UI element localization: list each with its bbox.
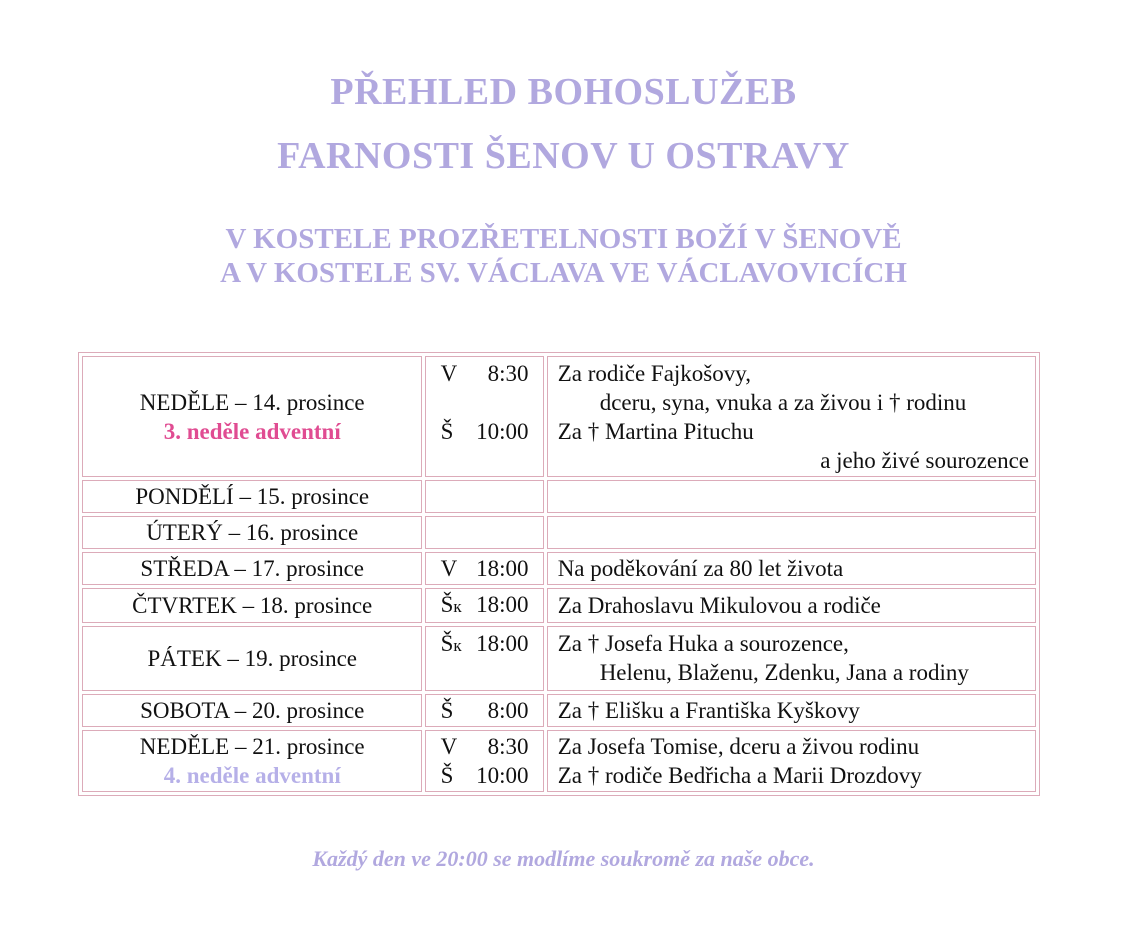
mass-schedule-table — [78, 352, 1040, 796]
day-cell — [82, 626, 422, 691]
place-code-small: к — [453, 597, 462, 616]
schedule-row — [82, 588, 1036, 623]
intention-cell — [547, 552, 1036, 585]
time-cell — [425, 516, 543, 549]
time-entry — [441, 732, 529, 761]
intention-cell — [547, 516, 1036, 549]
time-value: 18:00 — [476, 631, 529, 656]
time-value: 10:00 — [476, 763, 529, 788]
time-value: 10:00 — [476, 419, 529, 444]
day-label: NEDĚLE – 14. prosince — [139, 389, 365, 415]
day-label: SOBOTA – 20. prosince — [140, 698, 365, 723]
schedule-row — [82, 730, 1036, 792]
day-cell — [82, 480, 422, 513]
page-subtitle — [0, 222, 1127, 290]
time-value: 8:30 — [487, 734, 529, 759]
day-cell — [82, 730, 422, 792]
intention-cell — [547, 480, 1036, 513]
intention-line: Za † rodiče Bedřicha a Marii Drozdovy — [557, 763, 922, 788]
intention-line: Za Josefa Tomise, dceru a živou rodinu — [557, 734, 920, 759]
intention-cell — [547, 356, 1036, 477]
day-note: 3. neděle adventní — [163, 418, 341, 444]
place-code: Š — [440, 419, 454, 444]
time-entry — [441, 696, 529, 725]
time-value: 8:00 — [487, 698, 529, 723]
place-code: Š — [440, 763, 454, 788]
time-cell — [425, 694, 543, 727]
page-title-line2: FARNOSTI ŠENOV U OSTRAVY — [277, 135, 850, 177]
schedule-row — [82, 356, 1036, 477]
place-code: Š — [440, 698, 454, 723]
intention-cell — [547, 626, 1036, 691]
place-code: V — [440, 361, 458, 386]
day-cell — [82, 516, 422, 549]
intention-cell — [547, 730, 1036, 792]
time-value: 18:00 — [476, 556, 529, 581]
schedule-row — [82, 552, 1036, 585]
intention-line: Za † Elišku a Františka Kyškovy — [557, 698, 860, 723]
day-label: PONDĚLÍ – 15. prosince — [135, 484, 370, 509]
time-entry — [441, 761, 529, 790]
intention-line: Na poděkování za 80 let života — [557, 556, 844, 581]
intention-cell — [547, 694, 1036, 727]
time-cell — [425, 730, 543, 792]
day-note: 4. neděle adventní — [163, 763, 341, 788]
place-code: Šк — [440, 592, 462, 617]
page-subtitle-line2: A V KOSTELE SV. VÁCLAVA VE VÁCLAVOVICÍCH — [220, 257, 907, 289]
time-entry — [441, 629, 529, 660]
time-value: 8:30 — [487, 361, 529, 386]
day-label: STŘEDA – 17. prosince — [140, 556, 365, 581]
time-cell — [425, 552, 543, 585]
place-code: V — [440, 556, 458, 581]
time-entry — [441, 359, 529, 388]
page-subtitle-line1: V KOSTELE PROZŘETELNOSTI BOŽÍ V ŠENOVĚ — [225, 223, 902, 255]
day-cell — [82, 356, 422, 477]
intention-line: a jeho živé sourozence — [820, 448, 1029, 473]
time-entry — [441, 590, 529, 621]
time-entry — [441, 417, 529, 446]
intention-line: Za rodiče Fajkošovy, — [557, 361, 752, 386]
place-code-small: к — [453, 636, 462, 655]
day-cell — [82, 552, 422, 585]
time-value: 18:00 — [476, 592, 529, 617]
intention-line: Helenu, Blaženu, Zdenku, Jana a rodiny — [599, 660, 969, 685]
daily-prayer-note: Každý den ve 20:00 se modlíme soukromě za naše obce. — [312, 846, 815, 871]
time-cell — [425, 626, 543, 691]
day-cell — [82, 588, 422, 623]
day-label: ÚTERÝ – 16. prosince — [146, 520, 359, 545]
schedule-row — [82, 480, 1036, 513]
time-entry — [441, 554, 529, 583]
intention-line: Za Drahoslavu Mikulovou a rodiče — [557, 593, 881, 618]
intention-cell — [547, 588, 1036, 623]
day-cell — [82, 694, 422, 727]
intention-line: dceru, syna, vnuka a za živou i † rodinu — [599, 390, 967, 415]
intention-line: Za † Josefa Huka a sourozence, — [557, 631, 849, 656]
schedule-row — [82, 694, 1036, 727]
day-label: ČTVRTEK – 18. prosince — [132, 593, 373, 618]
schedule-row — [82, 516, 1036, 549]
time-cell — [425, 588, 543, 623]
day-label: NEDĚLE – 21. prosince — [139, 734, 365, 759]
day-label: PÁTEK – 19. prosince — [147, 646, 357, 671]
intention-line: Za † Martina Pituchu — [557, 419, 754, 444]
page-title-line1: PŘEHLED BOHOSLUŽEB — [330, 71, 797, 113]
time-cell — [425, 356, 543, 477]
place-code: V — [440, 734, 458, 759]
place-code: Šк — [440, 631, 462, 656]
time-cell — [425, 480, 543, 513]
schedule-row — [82, 626, 1036, 691]
